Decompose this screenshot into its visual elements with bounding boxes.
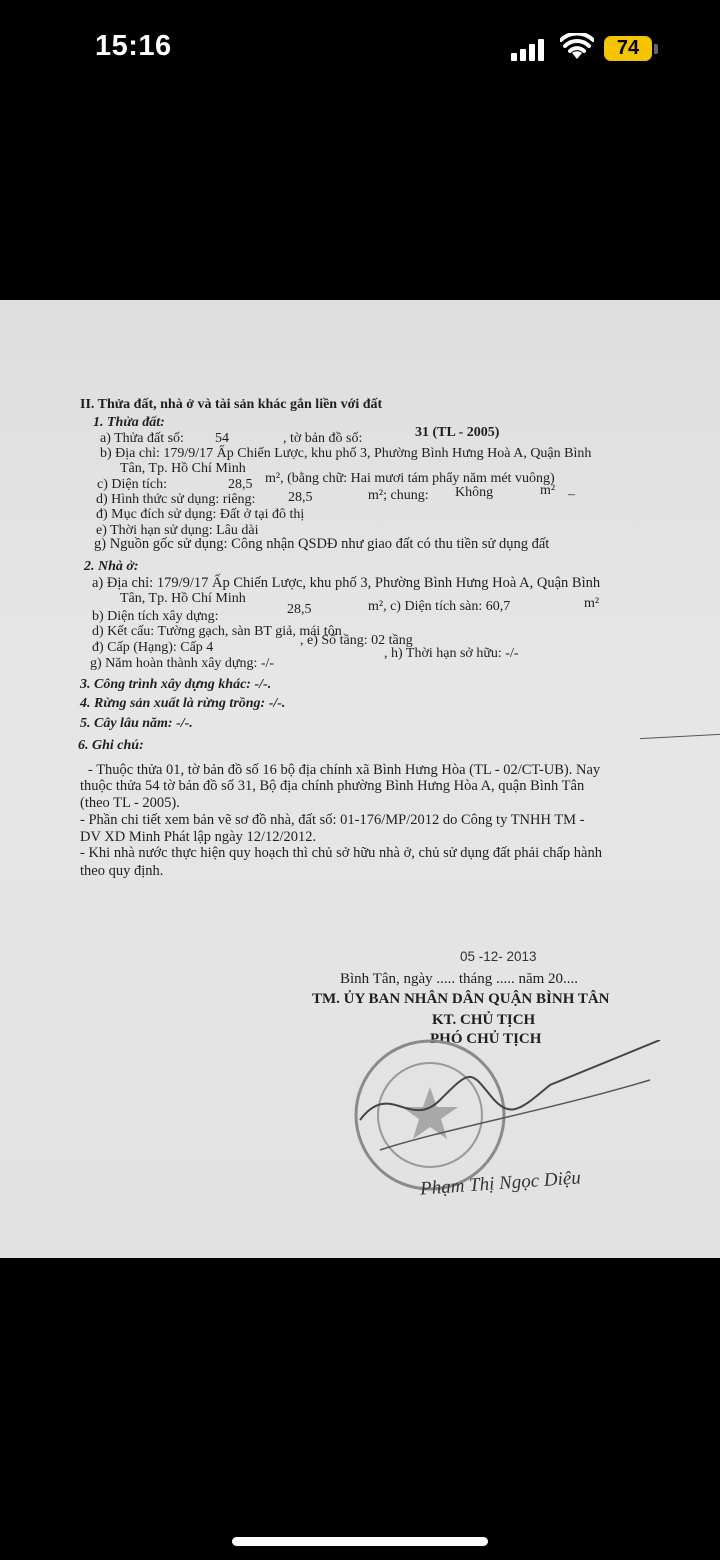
land-map-value: 31 (TL - 2005) (415, 425, 500, 440)
land-area-words: m², (bằng chữ: Hai mươi tám phẩy năm mét vuông) (265, 471, 555, 486)
house-completion-year: g) Năm hoàn thành xây dựng: -/- (90, 656, 275, 671)
note-line: theo quy định. (80, 863, 164, 879)
land-address-line1: b) Địa chỉ: 179/9/17 Ấp Chiến Lược, khu phố 3, Phường Bình Hưng Hoà A, Quận Bình (100, 446, 592, 461)
land-origin: g) Nguồn gốc sử dụng: Công nhận QSDĐ như giao đất có thu tiền sử dụng đất (94, 536, 550, 552)
land-area-value: 28,5 (228, 477, 253, 492)
home-indicator[interactable] (232, 1537, 488, 1546)
note-line: - Thuộc thửa 01, tờ bản đồ số 16 bộ địa chính xã Bình Hưng Hòa (TL - 02/CT-UB). Nay (88, 762, 601, 778)
production-forest: 4. Rừng sản xuất là rừng trồng: -/-. (80, 696, 286, 711)
date-line: Bình Tân, ngày ..... tháng ..... năm 20.... (340, 971, 579, 987)
house-address-line1: a) Địa chỉ: 179/9/17 Ấp Chiến Lược, khu phố 3, Phường Bình Hưng Hoà A, Quận Bình (92, 575, 601, 591)
battery-nub (654, 44, 658, 54)
land-use-shared: Không (455, 485, 494, 500)
battery-icon: 74 (604, 36, 652, 61)
land-use-unit: m² (540, 483, 556, 498)
house-grade: đ) Cấp (Hạng): Cấp 4 (92, 640, 214, 655)
house-floors: , e) Số tầng: 02 tầng (300, 633, 413, 648)
note-line: - Khi nhà nước thực hiện quy hoạch thì chủ sở hữu nhà ở, chủ sử dụng đất phải chấp hành (80, 845, 602, 861)
house-ownership-term: , h) Thời hạn sở hữu: -/- (384, 646, 519, 661)
land-parcel-value: 54 (215, 431, 229, 446)
land-parcel-label: a) Thửa đất số: (100, 431, 184, 446)
notes-heading: 6. Ghi chú: (78, 738, 144, 753)
house-structure: d) Kết cấu: Tường gạch, sàn BT giả, mái tôn (92, 624, 342, 639)
document-photo (0, 300, 720, 1258)
wifi-icon (560, 33, 594, 61)
note-line: (theo TL - 2005). (80, 795, 180, 811)
land-use-form-label: d) Hình thức sử dụng: riêng: (96, 492, 256, 507)
note-line: DV XD Minh Phát lập ngày 12/12/2012. (80, 829, 317, 845)
land-term: e) Thời hạn sử dụng: Lâu dài (96, 523, 259, 538)
land-purpose: đ) Mục đích sử dụng: Đất ở tại đô thị (96, 507, 305, 522)
signer-name: Phạm Thị Ngọc Diệu (419, 1167, 582, 1200)
house-built-area-label: b) Diện tích xây dựng: (92, 609, 219, 624)
signer-role-line1: KT. CHỦ TỊCH (432, 1012, 536, 1028)
handwritten-signature-icon (350, 1040, 670, 1160)
house-floor-area: m², c) Diện tích sàn: 60,7 (368, 599, 511, 614)
land-address-line2: Tân, Tp. Hồ Chí Minh (120, 461, 246, 476)
land-area-label: c) Diện tích: (97, 477, 167, 492)
land-use-private: 28,5 (288, 490, 313, 505)
house-address-line2: Tân, Tp. Hồ Chí Minh (120, 591, 246, 606)
issuing-authority: TM. ỦY BAN NHÂN DÂN QUẬN BÌNH TÂN (312, 991, 610, 1007)
perennial-trees: 5. Cây lâu năm: -/-. (80, 716, 193, 731)
pen-mark (640, 734, 720, 739)
note-line: - Phần chi tiết xem bản vẽ sơ đồ nhà, đất số: 01-176/MP/2012 do Công ty TNHH TM - (80, 812, 585, 828)
section-title: II. Thửa đất, nhà ở và tài sản khác gắn liền với đất (80, 397, 383, 412)
note-line: thuộc thửa 54 tờ bản đồ số 31, Bộ địa chính phường Bình Hưng Hòa A, quận Bình Tân (80, 778, 585, 794)
house-floor-unit: m² (584, 596, 600, 611)
land-heading: 1. Thửa đất: (93, 415, 165, 430)
house-heading: 2. Nhà ở: (84, 559, 139, 574)
land-map-label: , tờ bản đồ số: (283, 431, 363, 446)
other-structures: 3. Công trình xây dựng khác: -/-. (80, 677, 272, 692)
land-use-tail: – (568, 487, 575, 502)
status-bar (0, 0, 720, 100)
cellular-signal-icon (511, 37, 545, 61)
date-stamp: 05 -12- 2013 (460, 949, 537, 964)
signer-role-line2: PHÓ CHỦ TỊCH (430, 1031, 542, 1047)
house-built-area-value: 28,5 (287, 602, 312, 617)
status-time: 15:16 (95, 30, 172, 62)
land-use-shared-label: m²; chung: (368, 488, 429, 503)
